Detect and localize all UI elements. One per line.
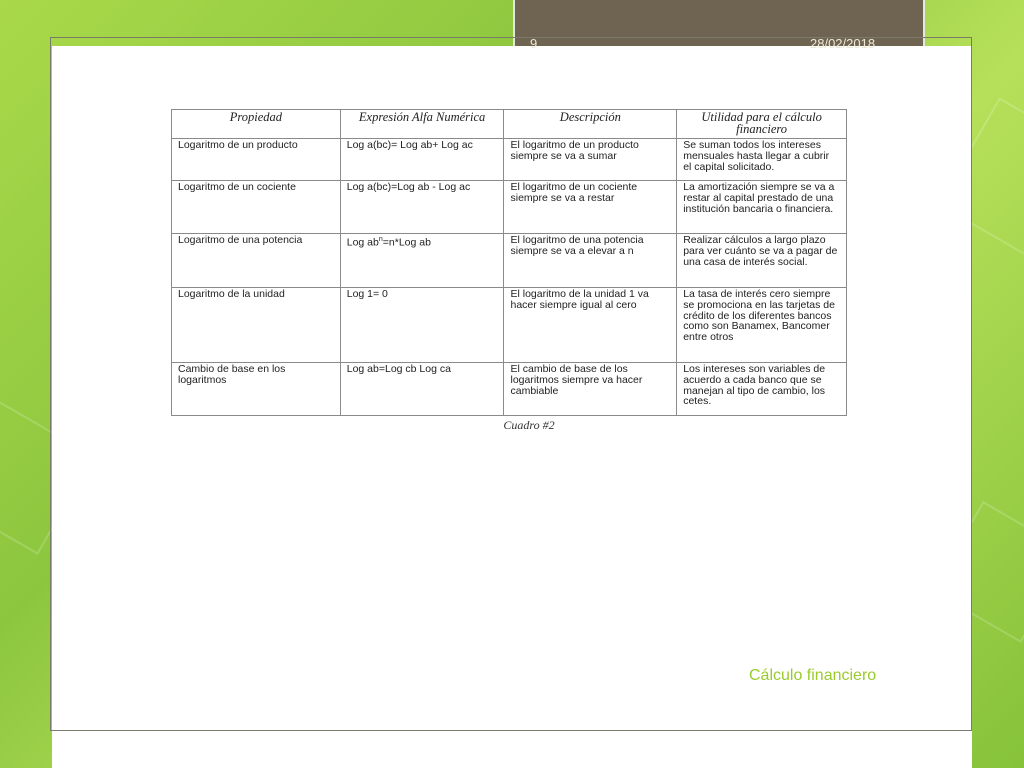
cell-propiedad: Logaritmo de una potencia bbox=[172, 234, 341, 288]
exponent-superscript: n bbox=[378, 236, 383, 243]
cell-propiedad: Logaritmo de la unidad bbox=[172, 288, 341, 363]
cell-descripcion: El logaritmo de una potencia siempre se va a elevar a n bbox=[504, 234, 677, 288]
cell-propiedad: Cambio de base en los logaritmos bbox=[172, 363, 341, 416]
slide-date: 28/02/2018 bbox=[810, 36, 876, 51]
table-caption: Cuadro #2 bbox=[503, 418, 555, 432]
column-header-expresion: Expresión Alfa Numérica bbox=[340, 110, 504, 139]
column-header-utilidad: Utilidad para el cálculo financiero bbox=[677, 110, 847, 139]
cell-expresion: Log a(bc)= Log ab+ Log ac bbox=[340, 139, 504, 181]
column-header-propiedad: Propiedad bbox=[172, 110, 341, 139]
slide-number: 9 bbox=[530, 36, 538, 51]
cell-expresion: Log ab=Log cb Log ca bbox=[340, 363, 504, 416]
cell-descripcion: El logaritmo de un producto siempre se va a sumar bbox=[504, 139, 677, 181]
cell-propiedad: Logaritmo de un cociente bbox=[172, 181, 341, 234]
cell-utilidad: La tasa de interés cero siempre se promociona en las tarjetas de crédito de los diferentes bancos como son Banamex, Bancomer entre otros bbox=[677, 288, 847, 363]
table-row bbox=[172, 288, 847, 363]
column-header-descripcion: Descripción bbox=[504, 110, 677, 139]
table-row bbox=[172, 234, 847, 288]
cell-utilidad: La amortización siempre se va a restar al capital prestado de una institución bancaria o financiera. bbox=[677, 181, 847, 234]
cell-expresion: Log a(bc)=Log ab - Log ac bbox=[340, 181, 504, 234]
cell-propiedad: Logaritmo de un producto bbox=[172, 139, 341, 181]
cell-utilidad: Los intereses son variables de acuerdo a cada banco que se manejan al tipo de cambio, los cetes. bbox=[677, 363, 847, 416]
cell-expresion: Log 1= 0 bbox=[340, 288, 504, 363]
logarithm-properties-table bbox=[171, 109, 847, 416]
expression-text: Log ab bbox=[346, 236, 379, 249]
cell-expresion bbox=[340, 234, 504, 288]
cell-utilidad: Realizar cálculos a largo plazo para ver cuánto se va a pagar de una casa de interés social. bbox=[677, 234, 847, 288]
cell-descripcion: El logaritmo de la unidad 1 va hacer siempre igual al cero bbox=[504, 288, 677, 363]
table-row bbox=[172, 363, 847, 416]
footer-title: Cálculo financiero bbox=[749, 667, 877, 684]
expression-text: =n*Log ab bbox=[382, 236, 431, 249]
cell-descripcion: El logaritmo de un cociente siempre se va a restar bbox=[504, 181, 677, 234]
cell-descripcion: El cambio de base de los logaritmos siempre va hacer cambiable bbox=[504, 363, 677, 416]
logarithm-properties-figure bbox=[171, 109, 847, 433]
table-header-row bbox=[172, 110, 847, 139]
table-row bbox=[172, 181, 847, 234]
table-row bbox=[172, 139, 847, 181]
cell-utilidad: Se suman todos los intereses mensuales hasta llegar a cubrir el capital solicitado. bbox=[677, 139, 847, 181]
